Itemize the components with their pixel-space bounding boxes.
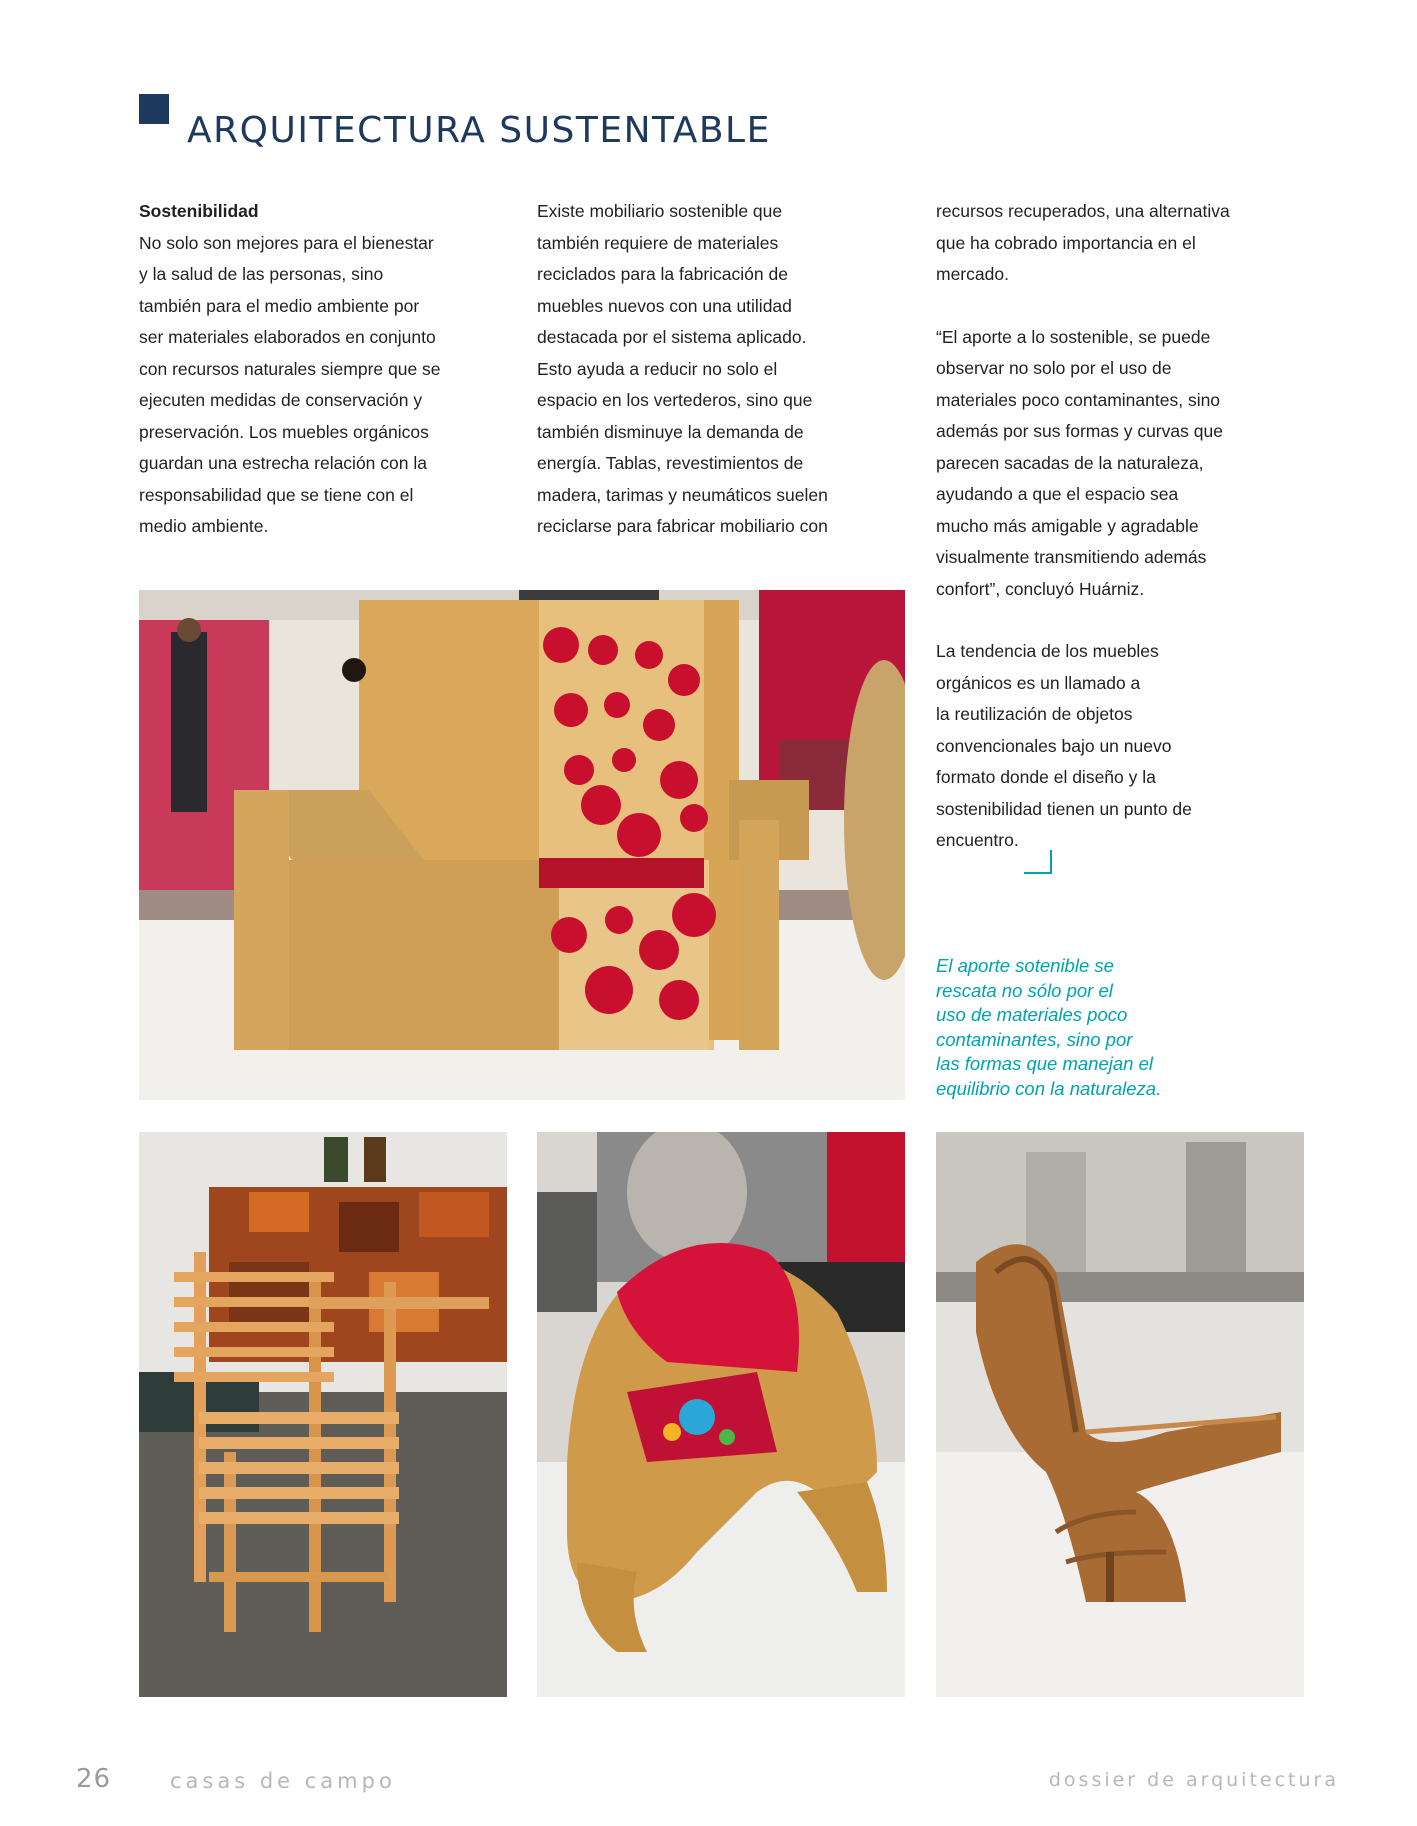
section-name: dossier de arquitectura — [1048, 1769, 1339, 1791]
text-line: ser materiales elaborados en conjunto — [139, 327, 436, 347]
text-line: La tendencia de los muebles — [936, 641, 1159, 661]
pull-quote-line: El aporte sotenible se — [936, 955, 1114, 976]
photo-layered-wood-curved-chair — [936, 1132, 1304, 1697]
quote-line: observar no solo por el uso de — [936, 358, 1172, 378]
article-column-1 — [139, 196, 469, 543]
text-line: mercado. — [936, 264, 1009, 284]
text-line: sostenibilidad tienen un punto de — [936, 798, 1192, 819]
photo-woven-wicker-chair — [537, 1132, 905, 1697]
text-line: que ha cobrado importancia en el — [936, 232, 1196, 253]
text-line: preservación. Los muebles orgánicos — [139, 421, 429, 442]
header-square-mark — [139, 94, 169, 124]
text-line: guardan una estrecha relación con la — [139, 453, 427, 473]
magazine-name: casas de campo — [170, 1769, 396, 1793]
text-line: formato donde el diseño y la — [936, 767, 1156, 787]
text-line: energía. Tablas, revestimientos de — [537, 453, 804, 473]
text-line: la reutilización de objetos — [936, 704, 1133, 724]
text-line: Existe mobiliario sostenible que — [537, 201, 783, 221]
pull-quote-line: rescata no sólo por el — [936, 979, 1113, 1001]
text-line: No solo son mejores para el bienestar — [139, 232, 434, 253]
quote-line: además por sus formas y curvas que — [936, 421, 1223, 441]
text-line: con recursos naturales siempre que se — [139, 358, 441, 379]
quote-line: ayudando a que el espacio sea — [936, 484, 1179, 504]
paragraph-gap — [936, 605, 1266, 636]
text-line: también disminuye la demanda de — [537, 421, 804, 442]
quote-line: visualmente transmitiendo además — [936, 547, 1207, 567]
text-line: Esto ayuda a reducir no solo el — [537, 358, 778, 379]
pull-quote — [936, 954, 1236, 1102]
section-title: ARQUITECTURA SUSTENTABLE — [187, 110, 771, 152]
photo-wooden-armchair-red-discs — [139, 590, 905, 1100]
pull-quote-line: las formas que manejan el — [936, 1053, 1153, 1075]
text-line: encuentro. — [936, 830, 1019, 850]
text-line: medio ambiente. — [139, 516, 269, 536]
text-line: muebles nuevos con una utilidad — [537, 295, 792, 316]
text-line: recursos recuperados, una alternativa — [936, 201, 1230, 221]
text-line: ejecuten medidas de conservación y — [139, 390, 423, 410]
quote-line: materiales poco contaminantes, sino — [936, 389, 1221, 410]
pull-quote-line: equilibrio con la naturaleza. — [936, 1077, 1162, 1099]
pull-quote-line: uso de materiales poco — [936, 1004, 1128, 1026]
quote-line: confort”, concluyó Huárniz. — [936, 578, 1145, 599]
article-column-2 — [537, 196, 882, 543]
photo-stick-wooden-chair — [139, 1132, 507, 1697]
quote-line: mucho más amigable y agradable — [936, 515, 1199, 536]
article-column-3 — [936, 196, 1266, 857]
article-end-mark — [1024, 850, 1052, 874]
text-line: y la salud de las personas, sino — [139, 264, 384, 284]
pull-quote-line: contaminantes, sino por — [936, 1028, 1133, 1050]
text-line: responsabilidad que se tiene con el — [139, 484, 414, 505]
quote-line: “El aporte a lo sostenible, se puede — [936, 326, 1211, 347]
text-line: reciclados para la fabricación de — [537, 264, 788, 284]
text-line: espacio en los vertederos, sino que — [537, 390, 813, 410]
quote-line: parecen sacadas de la naturaleza, — [936, 452, 1204, 473]
text-line: también requiere de materiales — [537, 232, 779, 253]
subheading: Sostenibilidad — [139, 201, 259, 221]
text-line: también para el medio ambiente por — [139, 295, 420, 316]
page-number: 26 — [76, 1764, 112, 1794]
paragraph-gap — [936, 291, 1266, 322]
text-line: destacada por el sistema aplicado. — [537, 327, 807, 347]
text-line: orgánicos es un llamado a — [936, 672, 1141, 693]
text-line: reciclarse para fabricar mobiliario con — [537, 516, 828, 536]
text-line: convencionales bajo un nuevo — [936, 735, 1172, 756]
text-line: madera, tarimas y neumáticos suelen — [537, 484, 828, 505]
